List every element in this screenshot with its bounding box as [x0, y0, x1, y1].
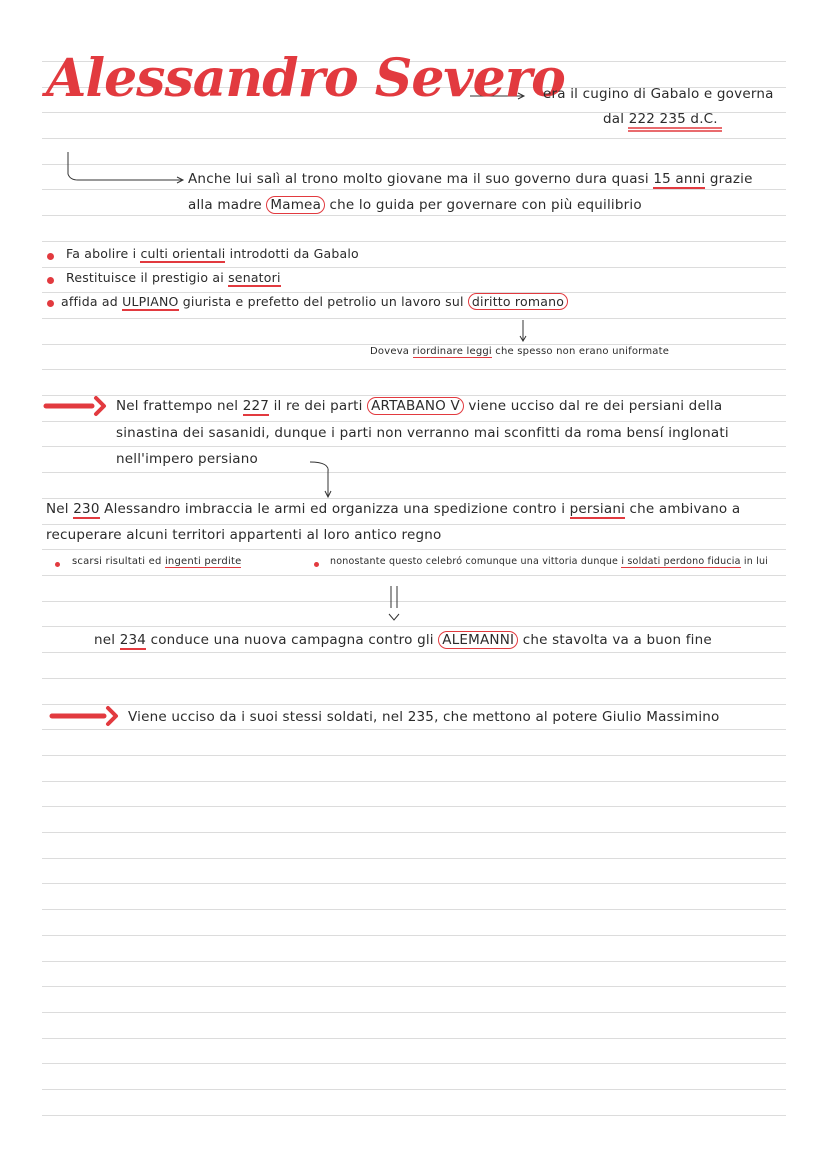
result-2: nonostante questo celebró comunque una vittoria dunque i soldati perdono fiducia in lui [330, 556, 769, 567]
artabano-highlight: ARTABANO V [367, 397, 464, 415]
soldiers-highlight: i soldati perdono fiducia [621, 556, 741, 567]
intro-prefix: dal [603, 111, 625, 127]
bullet-dot [47, 253, 54, 260]
paragraph-2-line-1: Nel frattempo nel 227 il re dei parti ARTABANO V viene ucciso dal re dei persiani della [116, 398, 723, 414]
ulpiano-highlight: ULPIANO [122, 294, 179, 309]
mother-name: Mamea [266, 196, 325, 214]
red-arrow-icon [46, 398, 104, 414]
bullet-dot [47, 300, 54, 307]
connector-arrow [68, 152, 182, 180]
paragraph-1-line-1: Anche lui salì al trono molto giovane ma il suo governo dura quasi 15 anni grazie [188, 171, 753, 187]
note: Doveva riordinare leggi che spesso non erano uniformate [370, 346, 670, 357]
intro-line-1: era il cugino di Gabalo e governa [543, 86, 774, 102]
bullet-2: Restituisce il prestigio ai senatori [66, 270, 281, 285]
reign-dates: 222 235 d.C. [628, 111, 718, 127]
persians-highlight: persiani [569, 501, 626, 517]
bullet-1: Fa abolire i culti orientali introdotti da Gabalo [66, 246, 359, 261]
year-227: 227 [242, 398, 270, 414]
roman-law-highlight: diritto romano [468, 293, 568, 310]
result-1: scarsi risultati ed ingenti perdite [72, 556, 242, 567]
page-title: Alessandro Severo [46, 48, 565, 109]
reorder-highlight: riordinare leggi [412, 346, 492, 357]
bullet-3: affida ad ULPIANO giurista e prefetto del petrolio un lavoro sul diritto romano [61, 294, 568, 309]
year-230: 230 [73, 501, 100, 517]
red-arrow-icon [52, 708, 116, 724]
reign-length: 15 anni [653, 171, 706, 187]
paragraph-5: Viene ucciso da i suoi stessi soldati, nel 235, che mettono al potere Giulio Massimino [128, 709, 720, 725]
paragraph-3-line-2: recuperare alcuni territori appartenti al loro antico regno [46, 527, 442, 543]
alemanni-highlight: ALEMANNI [438, 631, 518, 649]
losses-highlight: ingenti perdite [164, 556, 242, 567]
year-234: 234 [119, 632, 147, 648]
paragraph-2-line-2: sinastina dei sasanidi, dunque i parti non verranno mai sconfitti da roma bensí inglonati [116, 425, 729, 441]
paragraph-4: nel 234 conduce una nuova campagna contro gli ALEMANNI che stavolta va a buon fine [94, 632, 712, 648]
paragraph-3-line-1: Nel 230 Alessandro imbraccia le armi ed organizza una spedizione contro i persiani che ambivano a [46, 501, 741, 517]
paragraph-2-line-3: nell'impero persiano [116, 451, 258, 467]
bullet-dot [314, 562, 319, 567]
paragraph-1-line-2: alla madre Mamea che lo guida per governare con più equilibrio [188, 197, 642, 213]
senators-highlight: senatori [228, 270, 281, 285]
bullet-dot [47, 277, 54, 284]
intro-line-2 [603, 111, 718, 127]
cults-highlight: culti orientali [140, 246, 226, 261]
bullet-dot [55, 562, 60, 567]
